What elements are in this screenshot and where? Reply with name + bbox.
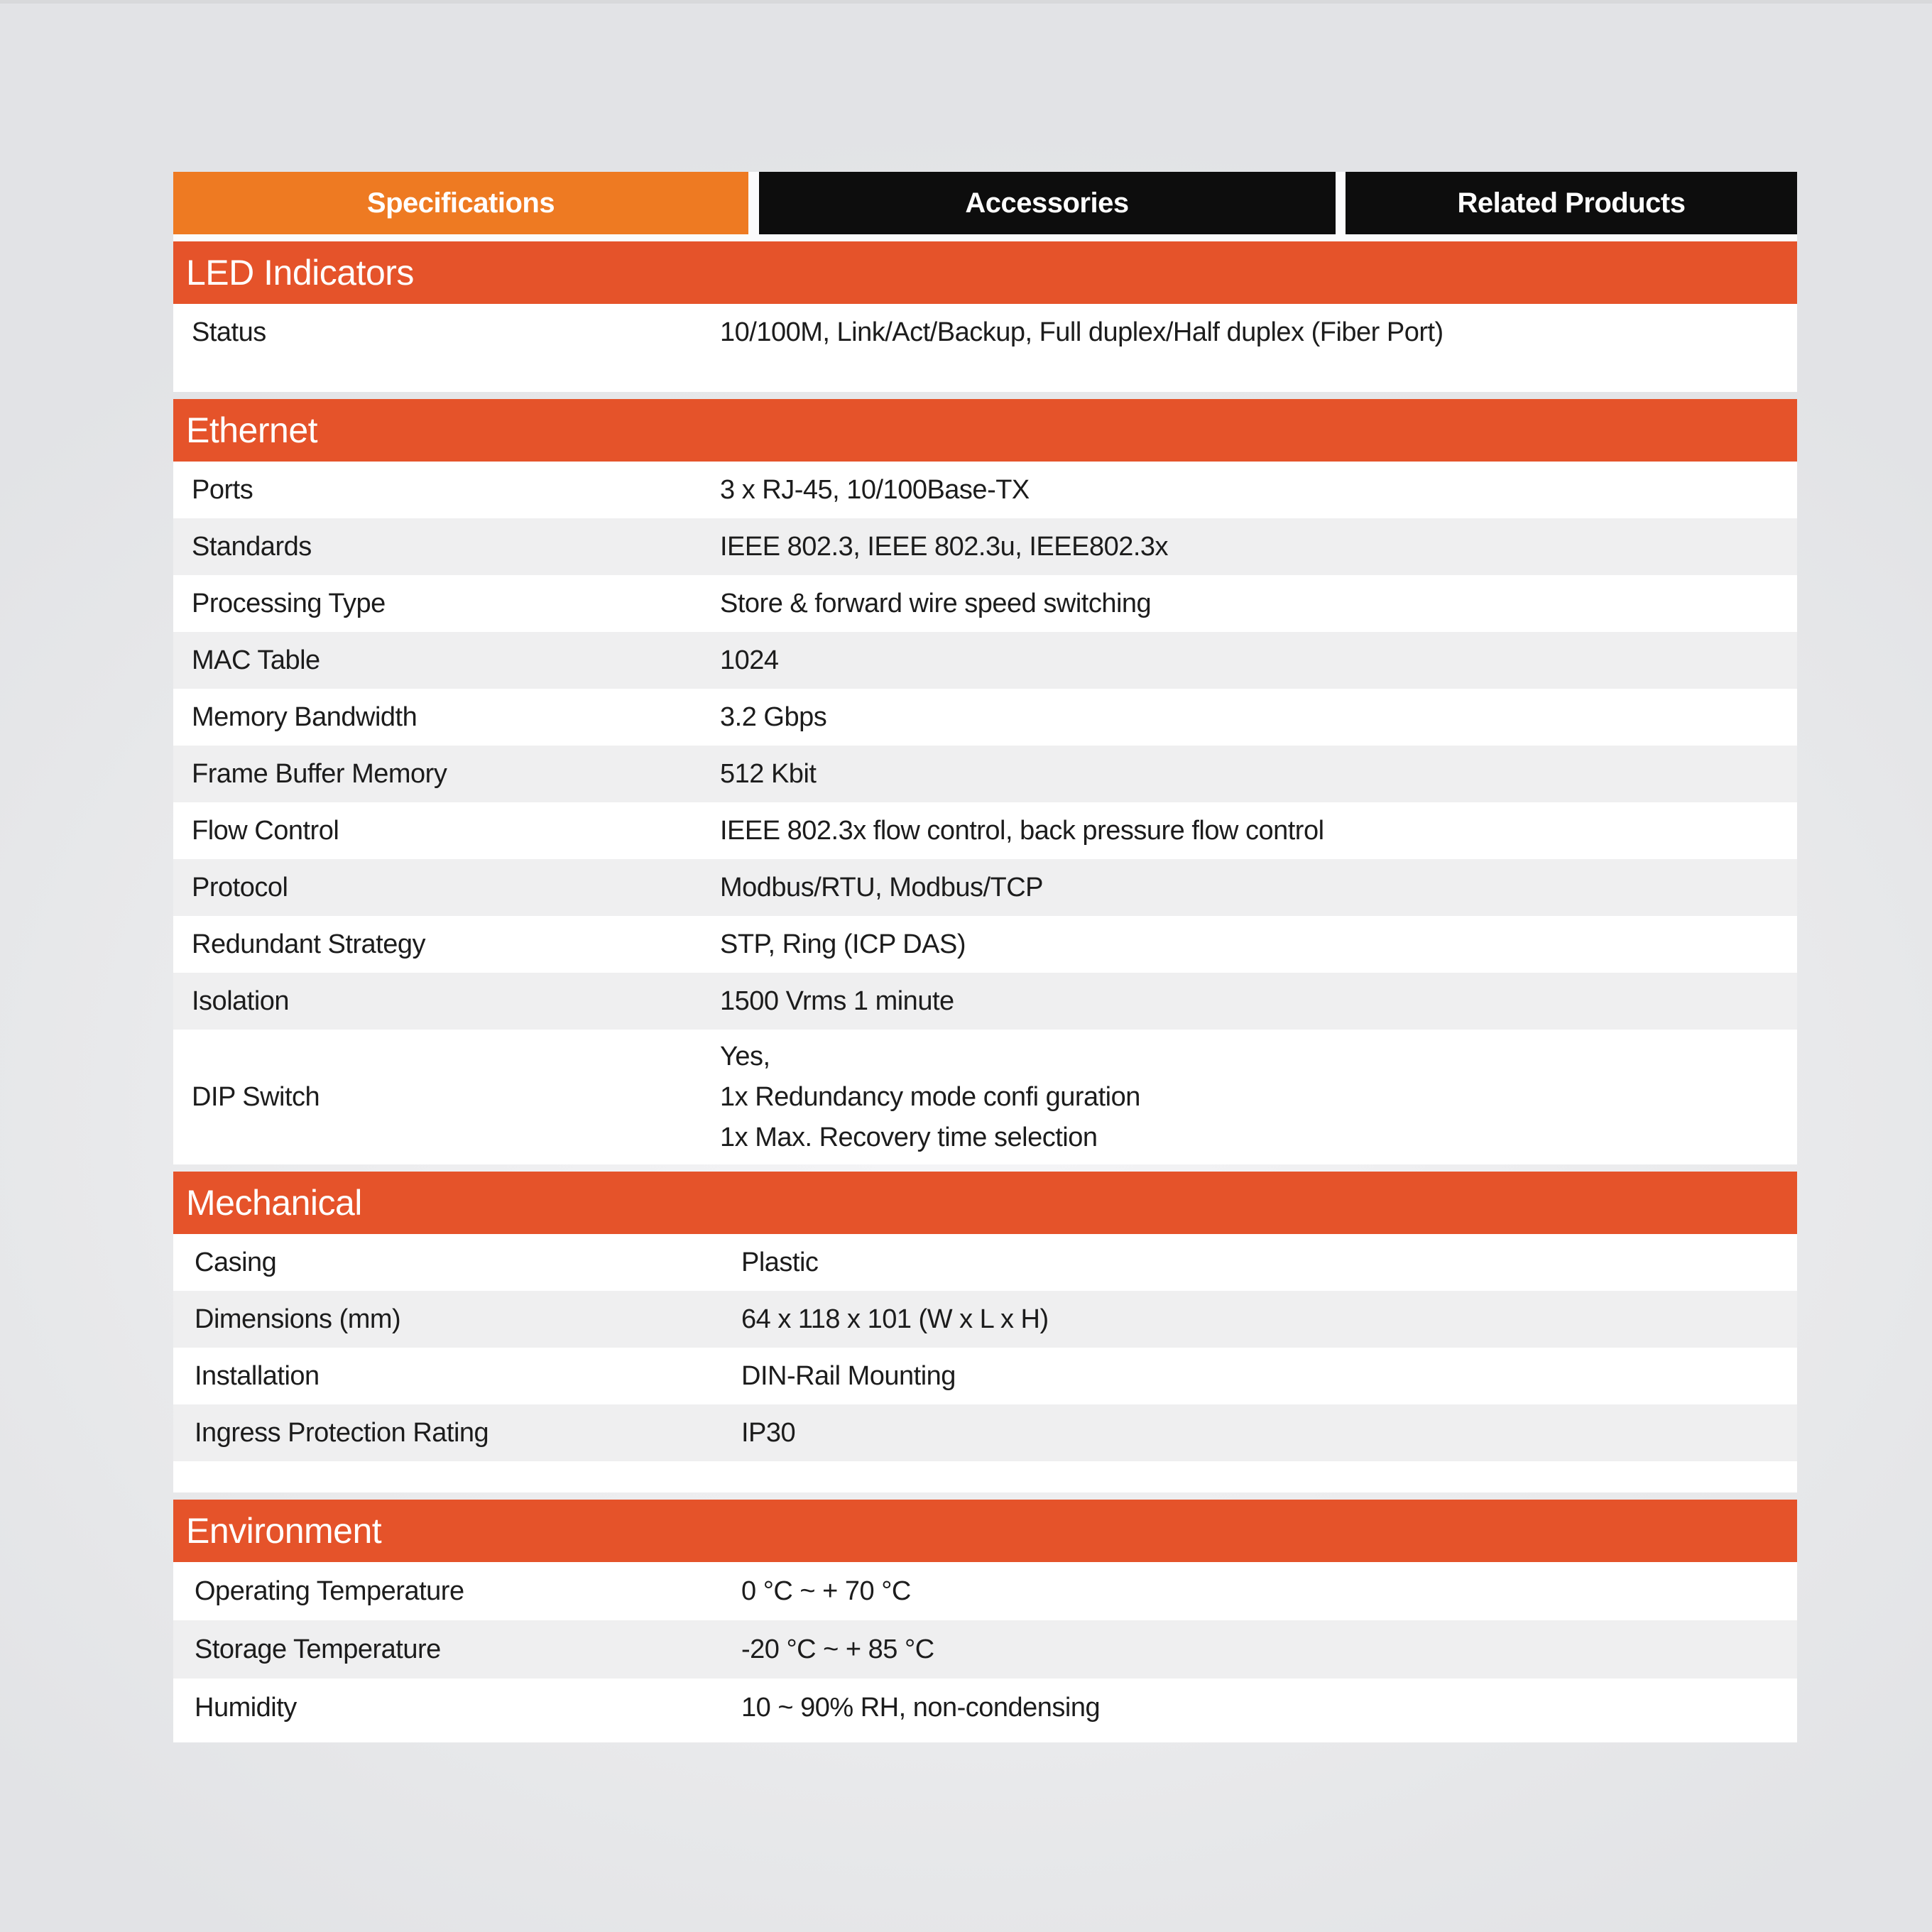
- table-row: [173, 1291, 1797, 1348]
- section-header-ethernet: Ethernet: [173, 399, 1797, 462]
- table-row: [173, 518, 1797, 575]
- row-label: Memory Bandwidth: [192, 702, 417, 732]
- row-label: Casing: [195, 1247, 277, 1277]
- section-header-mechanical: Mechanical: [173, 1172, 1797, 1234]
- row-value: 0 °C ~ + 70 °C: [741, 1576, 911, 1606]
- row-value: 3 x RJ-45, 10/100Base-TX: [720, 474, 1030, 505]
- tab-related-products[interactable]: Related Products: [1346, 172, 1797, 234]
- row-label: Standards: [192, 531, 312, 562]
- row-value: DIN-Rail Mounting: [741, 1360, 956, 1391]
- row-label: Operating Temperature: [195, 1576, 464, 1606]
- row-label: Ingress Protection Rating: [195, 1417, 489, 1448]
- row-value-line: Yes,: [720, 1041, 770, 1071]
- table-row: [173, 1620, 1797, 1679]
- table-row: [173, 1234, 1797, 1291]
- tab-bar-strip: [173, 172, 1797, 241]
- row-label: Humidity: [195, 1692, 297, 1723]
- row-value: 1024: [720, 645, 779, 675]
- row-label: Flow Control: [192, 815, 339, 846]
- row-label: Frame Buffer Memory: [192, 758, 447, 789]
- table-row: [173, 916, 1797, 973]
- tab-specifications[interactable]: Specifications: [173, 172, 748, 234]
- row-value-line: 1x Redundancy mode confi guration: [720, 1081, 1140, 1112]
- row-label: Installation: [195, 1360, 320, 1391]
- page-top-edge: [0, 0, 1932, 4]
- row-value: 3.2 Gbps: [720, 702, 827, 732]
- row-value: 64 x 118 x 101 (W x L x H): [741, 1304, 1049, 1334]
- row-value: Modbus/RTU, Modbus/TCP: [720, 872, 1044, 902]
- table-row: [173, 859, 1797, 916]
- table-row: [173, 632, 1797, 689]
- row-value: IEEE 802.3, IEEE 802.3u, IEEE802.3x: [720, 531, 1169, 562]
- table-row: [173, 689, 1797, 746]
- row-label: Isolation: [192, 986, 290, 1016]
- table-row: [173, 1562, 1797, 1620]
- row-value: 10/100M, Link/Act/Backup, Full duplex/Half duplex (Fiber Port): [720, 317, 1443, 347]
- section-header-led-indicators: LED Indicators: [173, 241, 1797, 304]
- section-card-led-indicators: [173, 304, 1797, 392]
- row-label: Redundant Strategy: [192, 929, 426, 959]
- table-row: [173, 1679, 1797, 1737]
- row-value: Plastic: [741, 1247, 819, 1277]
- section-header-environment: Environment: [173, 1500, 1797, 1562]
- row-label: MAC Table: [192, 645, 320, 675]
- row-value: 10 ~ 90% RH, non-condensing: [741, 1692, 1101, 1723]
- row-label: Dimensions (mm): [195, 1304, 401, 1334]
- table-row: [173, 1348, 1797, 1404]
- row-value: [720, 1037, 1797, 1158]
- section-card-mechanical: [173, 1234, 1797, 1492]
- section-card-ethernet: [173, 462, 1797, 1164]
- row-value: IEEE 802.3x flow control, back pressure flow control: [720, 815, 1324, 846]
- spec-page-content: [173, 172, 1797, 1742]
- row-value-line: 1x Max. Recovery time selection: [720, 1122, 1098, 1152]
- tab-accessories[interactable]: Accessories: [759, 172, 1336, 234]
- table-row: [173, 575, 1797, 632]
- row-value: IP30: [741, 1417, 796, 1448]
- row-label: DIP Switch: [192, 1081, 320, 1112]
- row-value: 512 Kbit: [720, 758, 817, 789]
- row-label: Status: [192, 317, 266, 347]
- table-row: [173, 802, 1797, 859]
- table-row: [173, 462, 1797, 518]
- row-value: -20 °C ~ + 85 °C: [741, 1634, 934, 1664]
- table-row: [173, 746, 1797, 802]
- row-label: Ports: [192, 474, 253, 505]
- row-label: Storage Temperature: [195, 1634, 441, 1664]
- row-label: Protocol: [192, 872, 288, 902]
- row-value: STP, Ring (ICP DAS): [720, 929, 966, 959]
- table-row: [173, 973, 1797, 1030]
- tab-bar: [173, 172, 1797, 234]
- table-row: [173, 1404, 1797, 1461]
- table-row: [173, 304, 1797, 361]
- section-card-environment: [173, 1562, 1797, 1742]
- row-value: Store & forward wire speed switching: [720, 588, 1152, 618]
- row-label: Processing Type: [192, 588, 386, 618]
- table-row-dip-switch: [173, 1030, 1797, 1164]
- row-value: 1500 Vrms 1 minute: [720, 986, 954, 1016]
